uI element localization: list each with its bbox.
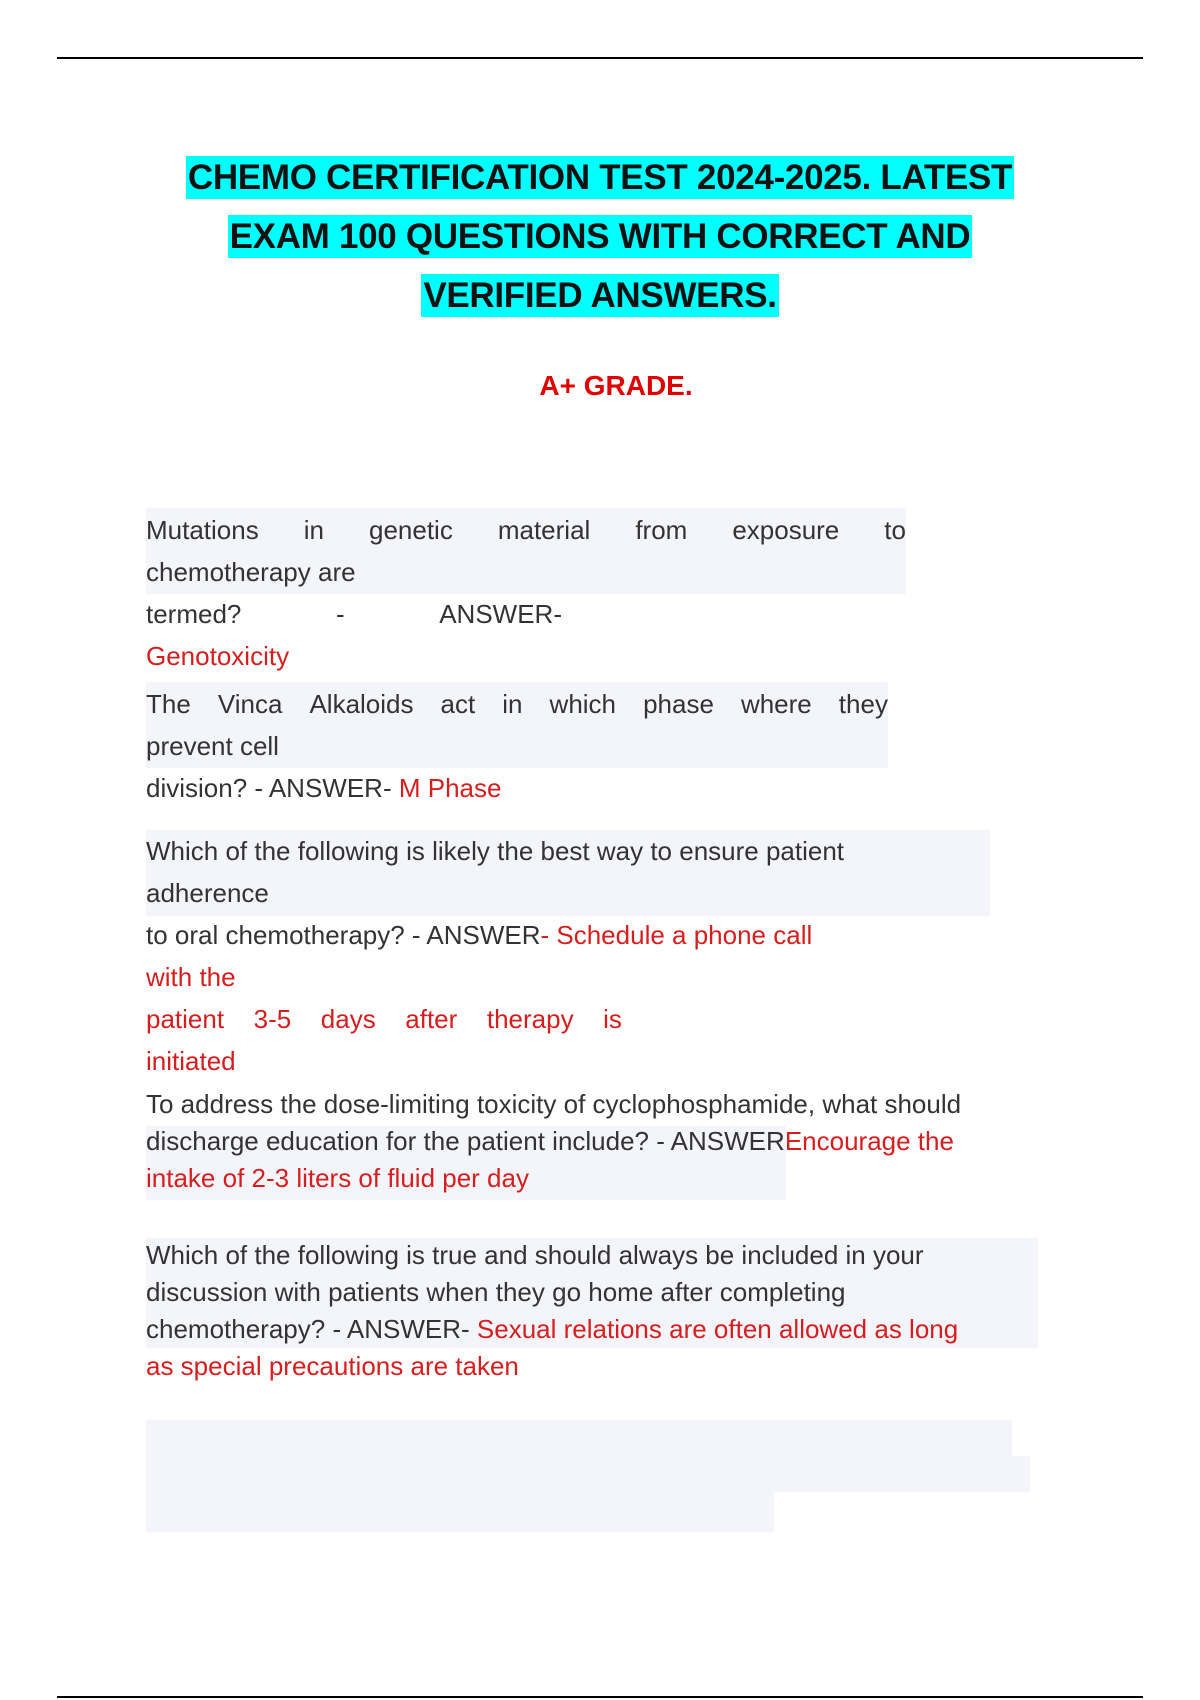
word: in: [303, 515, 324, 545]
question-1-line-3: [146, 593, 562, 635]
answer-4-line-2: intake of 2-3 liters of fluid per day: [146, 1163, 529, 1193]
word: act: [440, 689, 476, 719]
word: after: [405, 1004, 458, 1034]
question-2-prefix: division? - ANSWER-: [146, 773, 392, 803]
word: genetic: [368, 515, 453, 545]
grade-label: A+ GRADE.: [539, 370, 693, 401]
word: ANSWER-: [439, 599, 562, 629]
qa-item-4: [146, 1086, 1086, 1197]
qa-item-2: [146, 683, 888, 809]
document-title: [100, 148, 1100, 325]
blank-band: [146, 1492, 774, 1532]
word: they: [838, 689, 888, 719]
question-5-line-3: [146, 1311, 1056, 1348]
word: therapy: [486, 1004, 574, 1034]
question-3-prefix: to oral chemotherapy? - ANSWER: [146, 920, 541, 950]
title-line-1: CHEMO CERTIFICATION TEST 2024-2025. LATEST: [187, 158, 1013, 197]
blank-band: [146, 1456, 1030, 1492]
question-3-line-1: Which of the following is likely the best way to ensure patient: [146, 836, 845, 866]
qa-item-1: [146, 509, 906, 677]
word: where: [740, 689, 812, 719]
word: in: [502, 689, 523, 719]
title-line-2: EXAM 100 QUESTIONS WITH CORRECT AND: [229, 217, 971, 256]
word: The: [146, 689, 191, 719]
answer-4-line-1: Encourage the: [784, 1126, 954, 1156]
word: Alkaloids: [309, 689, 414, 719]
question-4-line-2: [146, 1123, 1086, 1160]
question-4-line-1: To address the dose-limiting toxicity of cyclophosphamide, what should: [146, 1089, 962, 1119]
word: which: [549, 689, 617, 719]
answer-3-line-3: [146, 998, 622, 1040]
word: patient: [146, 1004, 225, 1034]
question-3-line-3: [146, 914, 990, 956]
word: -: [335, 599, 345, 629]
word: phase: [643, 689, 714, 719]
blank-band: [146, 1420, 1012, 1456]
word: to: [884, 515, 906, 545]
answer-1: Genotoxicity: [146, 641, 290, 671]
question-1-line-2: chemotherapy are: [146, 557, 356, 587]
answer-5-line-2: as special precautions are taken: [146, 1351, 519, 1381]
question-1-line-1: [146, 509, 906, 551]
word: Vinca: [217, 689, 283, 719]
word: exposure: [732, 515, 840, 545]
question-5-prefix: chemotherapy? - ANSWER-: [146, 1314, 477, 1344]
question-2-line-2: prevent cell: [146, 731, 279, 761]
question-2-line-1: [146, 683, 888, 725]
footer-rule: [57, 1696, 1143, 1698]
qa-item-5: [146, 1237, 1056, 1385]
word: termed?: [146, 599, 242, 629]
answer-3-line-2: with the: [146, 962, 236, 992]
question-5-line-2: discussion with patients when they go home after completing: [146, 1277, 846, 1307]
word: Mutations: [146, 515, 259, 545]
header-rule: [57, 57, 1143, 59]
answer-3-line-1: - Schedule a phone call: [540, 920, 813, 950]
word: material: [497, 515, 591, 545]
word: from: [635, 515, 688, 545]
word: 3-5: [253, 1004, 292, 1034]
question-5-line-1: Which of the following is true and should always be included in your: [146, 1240, 924, 1270]
qa-item-3: [146, 830, 990, 1082]
question-4-prefix: discharge education for the patient include? - ANSWER: [146, 1126, 785, 1156]
question-2-line-3: [146, 767, 888, 809]
question-3-line-2: adherence: [146, 878, 269, 908]
answer-5-line-1: Sexual relations are often allowed as long: [476, 1314, 959, 1344]
word: is: [603, 1004, 622, 1034]
title-line-3: VERIFIED ANSWERS.: [423, 276, 777, 315]
answer-2: M Phase: [398, 773, 502, 803]
answer-3-line-4: initiated: [146, 1046, 236, 1076]
word: days: [320, 1004, 376, 1034]
